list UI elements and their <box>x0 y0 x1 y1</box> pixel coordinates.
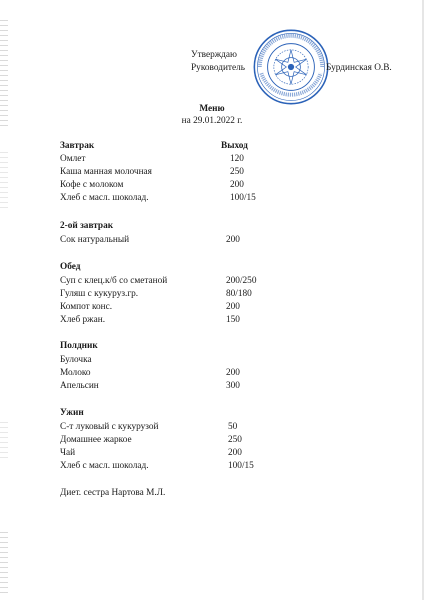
menu-item-name: Хлеб с масл. шоколад. <box>60 461 149 471</box>
dietitian-signature-line: Диет. сестра Нартова М.Л. <box>60 488 166 498</box>
menu-item-name: Булочка <box>60 355 92 365</box>
scan-edge-artifact <box>0 530 8 594</box>
official-round-seal-icon <box>252 28 330 106</box>
menu-item-qty: 100/15 <box>228 461 254 471</box>
page-title: Меню <box>199 104 225 114</box>
meal-heading: Полдник <box>60 341 98 351</box>
menu-item-name: Каша манная молочная <box>60 167 152 177</box>
menu-item-qty: 200 <box>226 368 240 378</box>
menu-item-name: Гуляш с кукуруз.гр. <box>60 289 139 299</box>
menu-item-qty: 80/180 <box>226 289 252 299</box>
menu-item-qty: 200/250 <box>226 276 257 286</box>
menu-item-qty: 50 <box>228 422 238 432</box>
menu-item-name: Молоко <box>60 368 91 378</box>
menu-item-name: Кофе с молоком <box>60 180 124 190</box>
menu-item-name: Сок натуральный <box>60 235 130 245</box>
menu-item-qty: 120 <box>230 154 244 164</box>
menu-item-name: Чай <box>60 448 76 458</box>
menu-item-name: Домашнее жаркое <box>60 435 132 445</box>
approval-line-1: Утверждаю <box>191 50 237 60</box>
approval-line-2: Руководитель <box>191 63 245 73</box>
menu-item-qty: 200 <box>230 180 244 190</box>
meal-heading: Завтрак <box>60 141 95 151</box>
meal-heading: 2-ой завтрак <box>60 221 114 231</box>
menu-item-qty: 200 <box>226 235 240 245</box>
scan-edge-artifact <box>0 150 8 210</box>
menu-item-name: Суп с клец.к/б со сметаной <box>60 276 168 286</box>
menu-item-qty: 250 <box>230 167 244 177</box>
menu-item-qty: 200 <box>228 448 242 458</box>
menu-date: на 29.01.2022 г. <box>181 116 243 126</box>
approval-signer: Бурдинская О.В. <box>326 63 392 73</box>
menu-item-name: Компот конс. <box>60 302 113 312</box>
menu-item-name: Омлет <box>60 154 86 164</box>
menu-item-qty: 300 <box>226 381 240 391</box>
menu-item-name: Хлеб с масл. шоколад. <box>60 193 149 203</box>
menu-item-qty: 100/15 <box>230 193 256 203</box>
meal-heading: Ужин <box>60 408 84 418</box>
menu-item-qty: 200 <box>226 302 240 312</box>
menu-item-qty: 150 <box>226 315 240 325</box>
meal-heading: Обед <box>60 262 81 272</box>
output-column-header: Выход <box>221 141 248 151</box>
menu-item-name: Апельсин <box>60 381 99 391</box>
menu-item-name: С-т луковый с кукурузой <box>60 422 159 432</box>
menu-item-name: Хлеб ржан. <box>60 315 106 325</box>
scan-edge-artifact <box>0 420 8 460</box>
menu-item-qty: 250 <box>228 435 242 445</box>
